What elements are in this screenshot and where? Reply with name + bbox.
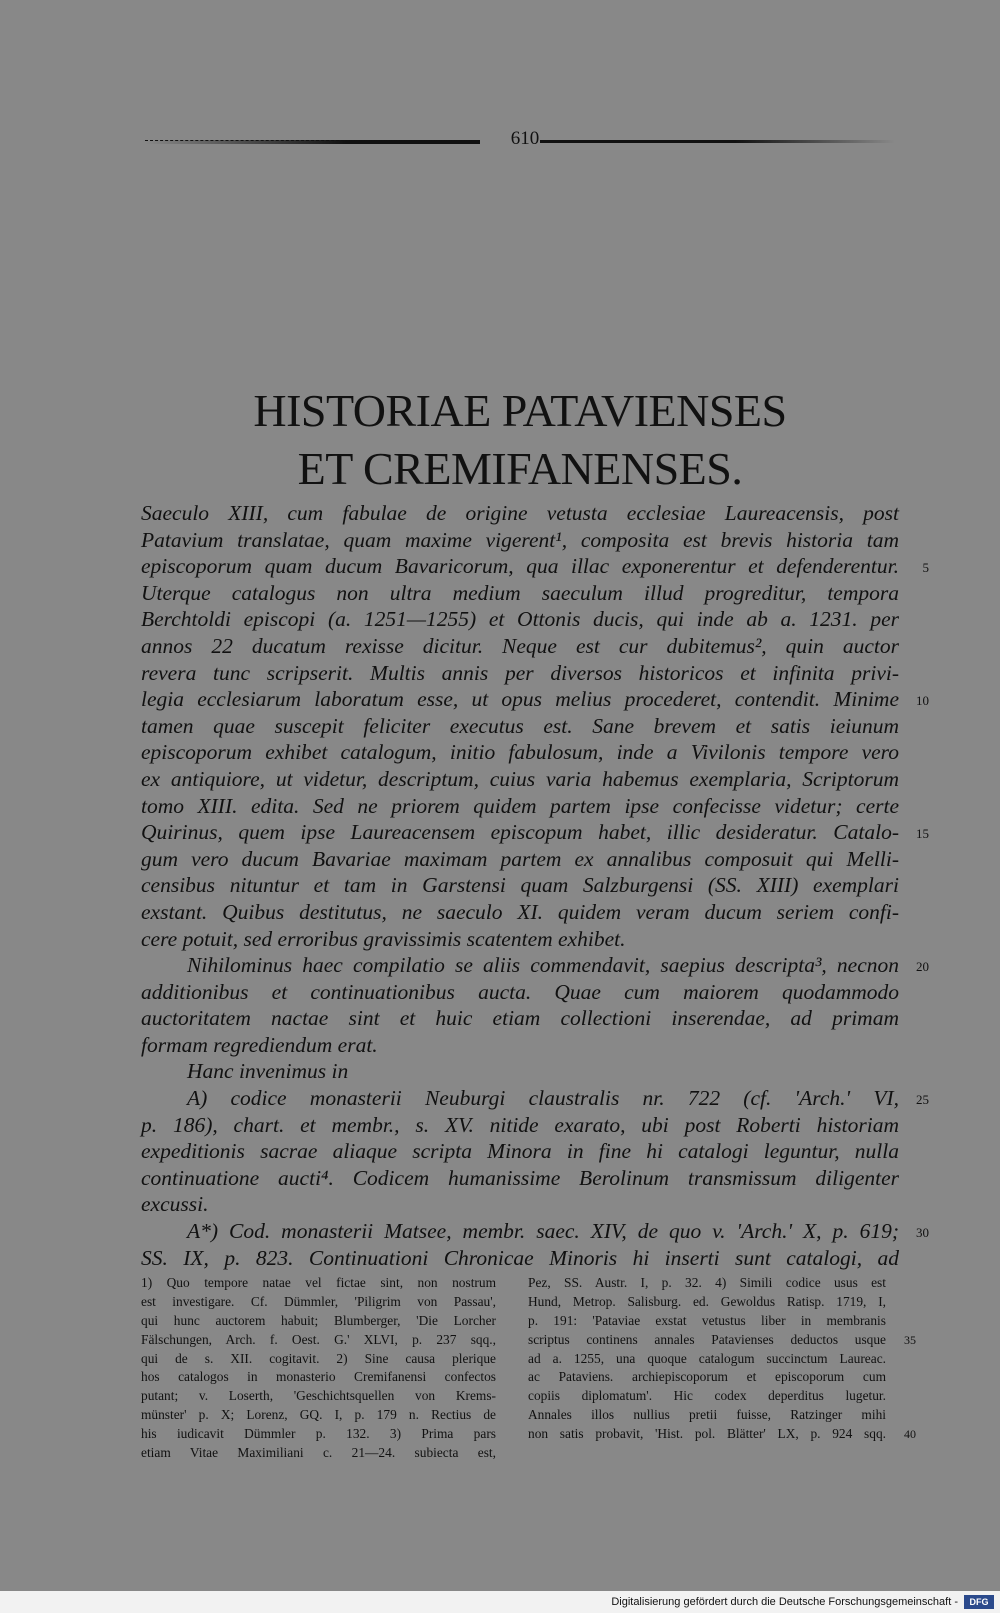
line-text: etiam Vitae Maximiliani c. 21—24. subiecta est, [141, 1445, 496, 1461]
line-text: est investigare. Cf. Dümmler, 'Piligrim von Passau', [141, 1293, 496, 1309]
footer-credit: Digitalisierung gefördert durch die Deutsche Forschungsgemeinschaft - [611, 1596, 958, 1608]
line-text: tomo XIII. edita. Sed ne priorem quidem partem ipse confecisse videtur; certe [141, 793, 899, 818]
line-text: copiis diplomatum'. Hic codex deperditus lugetur. [528, 1388, 886, 1404]
body-line [141, 553, 929, 580]
header-rule-right [540, 140, 895, 143]
line-text: Fälschungen, Arch. f. Oest. G.' XLVI, p. 237 sqq., [141, 1331, 496, 1347]
body-line [141, 1085, 929, 1112]
line-text: Annales illos nullius pretii fuisse, Ratzinger mihi [528, 1407, 886, 1423]
page-number: 610 [510, 128, 540, 149]
dfg-logo: DFG [964, 1595, 994, 1609]
footer-bar [0, 1591, 1000, 1613]
line-text: additionibus et continuationibus aucta. Quae cum maiorem quodammodo [141, 979, 899, 1004]
body-line [141, 1165, 899, 1192]
footnote-line [141, 1425, 496, 1444]
body-line [141, 926, 899, 953]
body-line [141, 1138, 899, 1165]
line-text: episcoporum exhibet catalogum, initio fabulosum, inde a Vivilonis tempore vero [141, 740, 899, 765]
line-number: 5 [922, 560, 929, 576]
title-line-2: ET CREMIFANENSES. [297, 443, 743, 494]
footnotes-left-column [141, 1274, 496, 1463]
body-text [141, 500, 929, 1271]
body-line [141, 633, 899, 660]
body-line [141, 606, 899, 633]
footnote-line [528, 1387, 886, 1406]
body-line [141, 1112, 899, 1139]
footnote-line [528, 1425, 916, 1444]
line-number: 20 [916, 959, 929, 975]
line-text: ac Pataviens. archiepiscoporum et episcoporum cum [528, 1369, 886, 1385]
line-text: qui de s. XII. cogitavit. 2) Sine causa plerique [141, 1350, 496, 1366]
footnote-line [141, 1406, 496, 1425]
line-text: ad a. 1255, una quoque catalogum succinctum Laureac. [528, 1350, 886, 1366]
line-text: revera tunc scripserit. Multis annis per diversos historicos et infinita privi- [141, 660, 899, 685]
footnote-line [528, 1274, 886, 1293]
body-line [141, 660, 899, 687]
line-number: 15 [916, 826, 929, 842]
line-text: episcoporum quam ducum Bavaricorum, qua illac exponerentur et defenderentur. [141, 554, 899, 579]
body-line [141, 739, 899, 766]
line-text: p. 191: 'Pataviae exstat vetustus liber in membranis [528, 1312, 886, 1328]
footnotes-right-column [528, 1274, 916, 1444]
footnote-line [141, 1387, 496, 1406]
body-line [141, 846, 899, 873]
line-text: münster' p. X; Lorenz, GQ. I, p. 179 n. Rectius de [141, 1407, 496, 1423]
footnote-line [141, 1331, 496, 1350]
footnote-line [141, 1350, 496, 1369]
body-line [141, 766, 899, 793]
line-text: ex antiquiore, ut videtur, descriptum, cuius varia habemus exemplaria, Scriptorum [141, 766, 899, 791]
line-number: 35 [904, 1332, 916, 1347]
body-line [141, 527, 899, 554]
line-number: 40 [904, 1427, 916, 1442]
line-number: 10 [916, 693, 929, 709]
footnote-line [528, 1368, 886, 1387]
footnote-line [141, 1293, 496, 1312]
footnote-line [141, 1312, 496, 1331]
line-text: A*) Cod. monasterii Matsee, membr. saec. XIV, de quo v. 'Arch.' X, p. 619; [187, 1219, 899, 1244]
line-text: Saeculo XIII, cum fabulae de origine vetusta ecclesiae Laureacensis, post [141, 501, 899, 525]
body-line [141, 1058, 899, 1085]
line-text: gum vero ducum Bavariae maximam partem ex annalibus composuit qui Melli- [141, 846, 899, 871]
line-text: 1) Quo tempore natae vel fictae sint, non nostrum [141, 1275, 496, 1290]
page-title [140, 382, 900, 498]
line-text: qui hunc auctorem habuit; Blumberger, 'Die Lorcher [141, 1312, 496, 1328]
line-text: Berchtoldi episcopi (a. 1251—1255) et Ottonis ducis, qui inde ab a. 1231. per [141, 607, 899, 632]
title-line-1: HISTORIAE PATAVIENSES [253, 385, 787, 436]
footnote-line [141, 1368, 496, 1387]
line-text: cere potuit, sed erroribus gravissimis scatentem exhibet. [141, 926, 626, 951]
line-text: annos 22 ducatum rexisse dicitur. Neque est cur dubitemus², quin auctor [141, 633, 899, 658]
body-line [141, 979, 899, 1006]
line-number: 30 [916, 1225, 929, 1241]
line-text: scriptus continens annales Patavienses deductos usque [528, 1331, 886, 1347]
body-line [141, 899, 899, 926]
line-text: auctoritatem nactae sint et huic etiam collectioni inserendae, ad primam [141, 1006, 899, 1031]
footnote-line [528, 1293, 886, 1312]
footnote-line [528, 1350, 886, 1369]
footnote-line [141, 1444, 496, 1463]
header-rule-left [145, 140, 480, 144]
line-text: p. 186), chart. et membr., s. XV. nitide exarato, ubi post Roberti historiam [141, 1112, 899, 1137]
line-text: exstant. Quibus destitutus, ne saeculo XI. quidem veram ducum seriem confi- [141, 899, 899, 924]
line-text: SS. IX, p. 823. Continuationi Chronicae Minoris hi inserti sunt catalogi, ad [141, 1245, 899, 1270]
body-line [141, 500, 899, 527]
line-text: hos catalogos in monasterio Cremifanensi confectos [141, 1369, 496, 1385]
line-text: tamen quae suscepit feliciter executus est. Sane brevem et satis ieiunum [141, 713, 899, 738]
line-text: his iudicavit Dümmler p. 132. 3) Prima pars [141, 1426, 496, 1442]
body-line [141, 1245, 899, 1272]
body-line [141, 686, 929, 713]
line-text: continuatione aucti⁴. Codicem humanissime Berolinum transmissum diligenter [141, 1165, 899, 1190]
line-text: legia ecclesiarum laboratum esse, ut opus melius procederet, contendit. Minime [141, 687, 899, 712]
line-text: putant; v. Loserth, 'Geschichtsquellen von Krems- [141, 1388, 496, 1404]
line-text: censibus nituntur et tam in Garstensi quam Salzburgensi (SS. XIII) exemplari [141, 873, 899, 898]
body-line [141, 1032, 899, 1059]
footnote-line [141, 1274, 496, 1293]
body-line [141, 713, 899, 740]
footnote-line [528, 1331, 916, 1350]
body-line [141, 793, 899, 820]
body-line [141, 1005, 899, 1032]
line-text: Quirinus, quem ipse Laureacensem episcopum habet, illic desideratur. Catalo- [141, 820, 899, 845]
line-text: Hanc invenimus in [187, 1059, 349, 1084]
line-text: expeditionis sacrae aliaque scripta Minora in fine hi catalogi leguntur, nulla [141, 1139, 899, 1164]
line-text: A) codice monasterii Neuburgi claustralis nr. 722 (cf. 'Arch.' VI, [187, 1086, 899, 1111]
line-text: Patavium translatae, quam maxime vigerent¹, composita est brevis historia tam [141, 527, 899, 552]
body-line [141, 872, 899, 899]
line-text: Uterque catalogus non ultra medium saeculum illud progreditur, tempora [141, 580, 899, 605]
footnote-line [528, 1406, 886, 1425]
body-line [141, 580, 899, 607]
line-text: Pez, SS. Austr. I, p. 32. 4) Simili codice usus est [528, 1275, 886, 1290]
line-number: 25 [916, 1092, 929, 1108]
line-text: Nihilominus haec compilatio se aliis commendavit, saepius descripta³, necnon [187, 953, 899, 978]
body-line [141, 1191, 899, 1218]
body-line [141, 819, 929, 846]
line-text: formam regrediendum erat. [141, 1032, 378, 1057]
body-line [141, 952, 929, 979]
body-line [141, 1218, 929, 1245]
footnote-line [528, 1312, 886, 1331]
line-text: non satis probavit, 'Hist. pol. Blätter' LX, p. 924 sqq. [528, 1426, 886, 1442]
line-text: excussi. [141, 1192, 209, 1217]
line-text: Hund, Metrop. Salisburg. ed. Gewoldus Ratisp. 1719, I, [528, 1293, 886, 1309]
page-header [145, 128, 895, 154]
